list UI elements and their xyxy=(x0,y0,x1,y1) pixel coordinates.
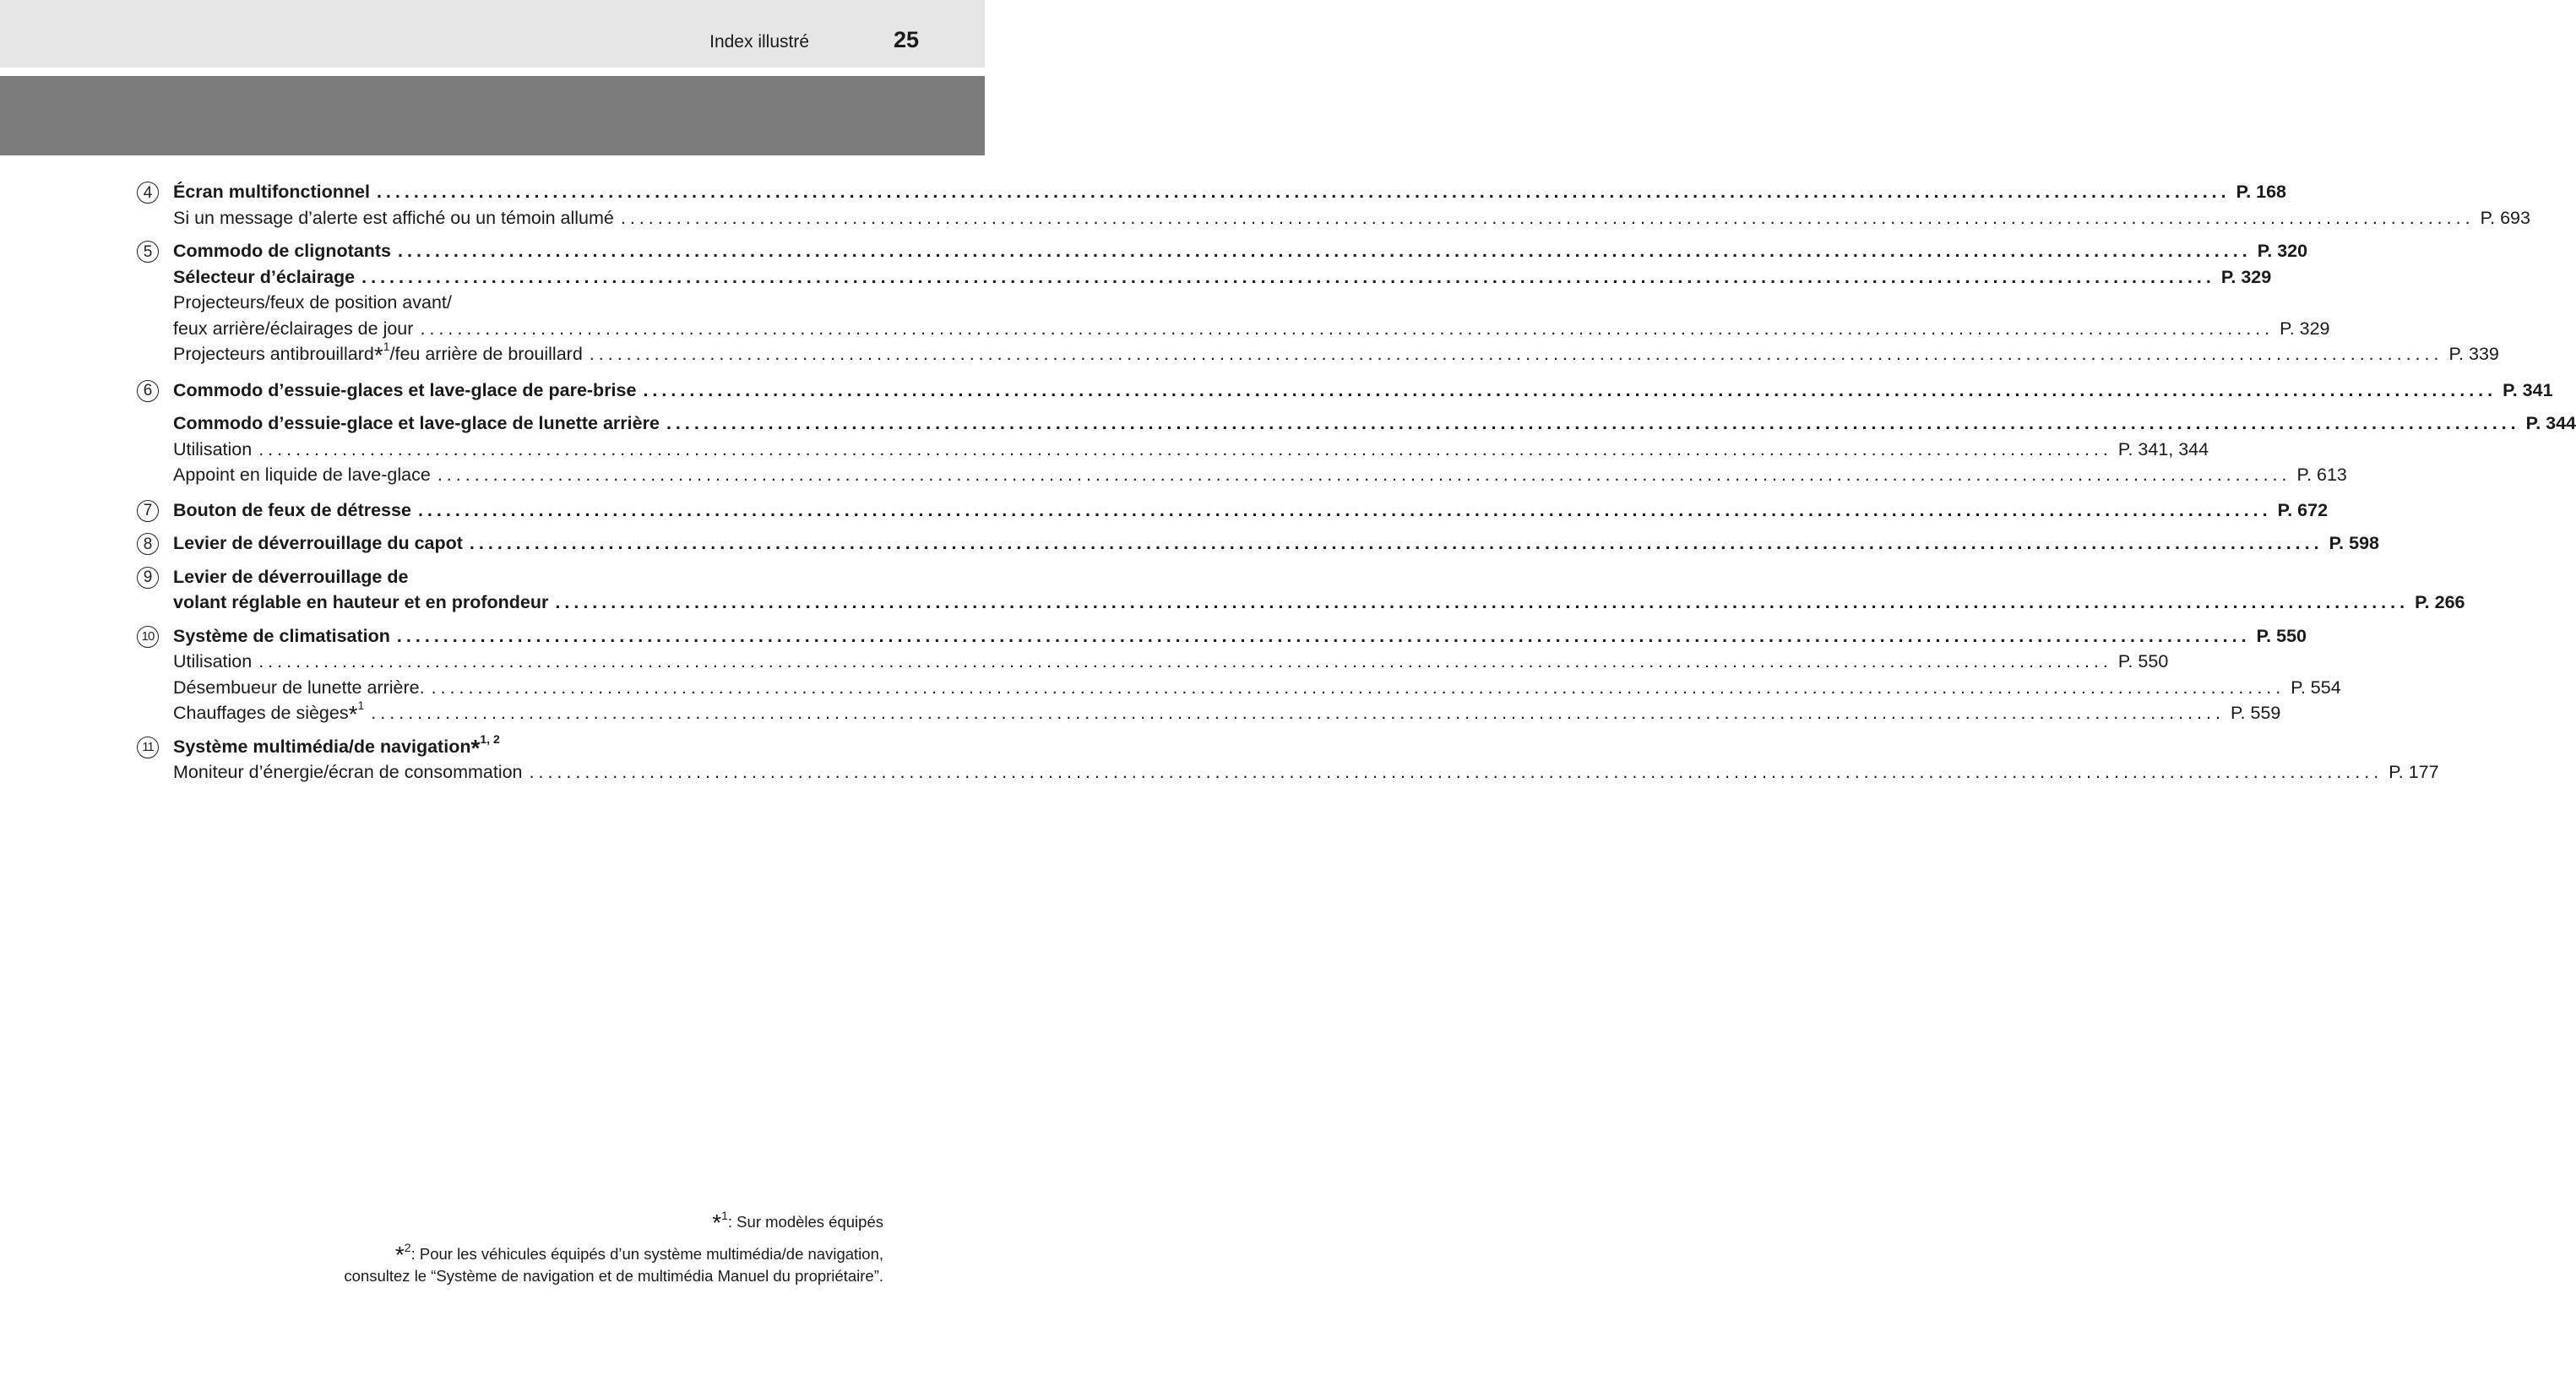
page-reference[interactable]: P. 341, 344 xyxy=(2117,438,2209,459)
dot-leader: ........................................................................................................................................................................................................ xyxy=(431,677,2285,698)
entry-label xyxy=(173,530,463,557)
entry-label xyxy=(173,623,390,650)
page-number: 25 xyxy=(893,27,919,52)
index-entry xyxy=(173,340,2499,368)
footnote-ref: 1, 2 xyxy=(480,731,500,746)
entry-text: Levier de déverrouillage de xyxy=(173,566,409,587)
dot-leader: ........................................................................................................................................................................................................ xyxy=(376,182,2231,202)
callout-number: 6 xyxy=(137,380,159,402)
entry-text: Commodo d’essuie-glace et lave-glace de lunette arrière xyxy=(173,413,660,433)
entry-text: Commodo d’essuie-glaces et lave-glace de pare-brise xyxy=(173,379,637,400)
page-reference[interactable]: P. 177 xyxy=(2389,762,2439,782)
callout-number: 10 xyxy=(137,626,159,648)
page-reference[interactable]: P. 341 xyxy=(2503,379,2553,400)
page-reference[interactable]: P. 344 xyxy=(2525,413,2576,433)
index-group-8 xyxy=(137,530,2379,557)
index-entry xyxy=(173,316,2330,342)
index-entry xyxy=(173,437,2209,463)
page-reference[interactable]: P. 598 xyxy=(2329,533,2379,553)
entry-text: Projecteurs antibrouillard xyxy=(173,344,374,364)
entry-label xyxy=(173,700,364,726)
entry-text: Utilisation xyxy=(173,438,253,459)
dot-leader: ........................................................................................................................................................................................................ xyxy=(258,651,2112,671)
footnote-2 xyxy=(242,1241,883,1268)
dot-leader: ........................................................................................................................................................................................................ xyxy=(589,344,2443,364)
page-reference[interactable]: P. 554 xyxy=(2291,677,2341,698)
entry-label xyxy=(173,675,425,701)
dot-leader: ........................................................................................................................................................................................................ xyxy=(398,241,2252,261)
index-entry xyxy=(173,564,846,590)
index-entry xyxy=(173,462,2347,488)
dot-leader: ........................................................................................................................................................................................................ xyxy=(666,413,2520,433)
entry-text: Écran multifonctionnel xyxy=(173,182,370,202)
entry-label xyxy=(173,590,548,616)
entry-label xyxy=(173,649,252,675)
page-reference[interactable]: P. 329 xyxy=(2280,318,2330,339)
callout-number: 7 xyxy=(137,500,159,522)
footnote-1 xyxy=(242,1209,883,1236)
dot-leader: ........................................................................................................................................................................................................ xyxy=(643,379,2497,400)
callout-number: 11 xyxy=(137,737,159,758)
footnotes xyxy=(242,1211,883,1287)
page-reference[interactable]: P. 168 xyxy=(2236,182,2287,202)
entry-text-continued: /feu arrière de brouillard xyxy=(389,344,583,364)
entry-text: volant réglable en hauteur et en profondeur xyxy=(173,592,549,612)
page-reference[interactable]: P. 266 xyxy=(2415,592,2465,612)
footnote-text: : Sur modèles équipés xyxy=(727,1213,883,1231)
index-entry xyxy=(173,378,2553,404)
gray-banner xyxy=(0,76,985,155)
index-entry xyxy=(173,623,2307,650)
entry-label xyxy=(173,437,252,463)
footnote-ref: 1 xyxy=(383,340,390,353)
footnote-mark: 2 xyxy=(404,1241,411,1254)
callout-number: 4 xyxy=(137,182,159,204)
index-entry xyxy=(173,205,2530,231)
page-reference[interactable]: P. 339 xyxy=(2448,344,2499,364)
page-reference[interactable]: P. 550 xyxy=(2117,651,2169,671)
footnote-star: * xyxy=(470,734,481,761)
entry-label xyxy=(173,341,583,367)
footnote-text: : Pour les véhicules équipés d’un système multimédia/de navigation, xyxy=(410,1245,883,1263)
entry-text: Levier de déverrouillage du capot xyxy=(173,533,463,553)
entry-label xyxy=(173,410,660,437)
entry-text: Moniteur d’énergie/écran de consommation xyxy=(173,762,523,782)
dot-leader: ........................................................................................................................................................................................................ xyxy=(371,703,2225,723)
entry-label xyxy=(173,462,431,488)
entry-label xyxy=(173,264,355,291)
dot-leader: ........................................................................................................................................................................................................ xyxy=(417,499,2272,520)
index-entry xyxy=(173,675,2341,701)
entry-label xyxy=(173,759,523,785)
dot-leader: ........................................................................................................................................................................................................ xyxy=(555,592,2410,612)
dot-leader: ........................................................................................................................................................................................................ xyxy=(396,625,2251,646)
entry-label xyxy=(173,316,413,342)
entry-label xyxy=(173,378,636,404)
page-reference[interactable]: P. 613 xyxy=(2296,465,2347,485)
footnote-mark: 1 xyxy=(721,1209,728,1222)
index-entry xyxy=(173,264,2272,291)
entry-text: feux arrière/éclairages de jour xyxy=(173,318,414,339)
index-entry xyxy=(173,290,846,316)
index-entry xyxy=(173,238,2308,264)
header-divider xyxy=(0,68,985,76)
entry-text: Projecteurs/feux de position avant/ xyxy=(173,292,452,313)
index-entry xyxy=(173,649,2169,675)
index-entry xyxy=(173,731,846,761)
index-group-5 xyxy=(137,238,2499,368)
index-group-10 xyxy=(137,623,2341,727)
dot-leader: ........................................................................................................................................................................................................ xyxy=(258,438,2112,459)
index-entry xyxy=(173,179,2287,205)
footnote-2-continued: consultez le “Système de navigation et de multimédia Manuel du propriétaire”. xyxy=(344,1267,883,1285)
header-band xyxy=(0,0,985,68)
entry-label xyxy=(173,564,408,590)
entry-text: Désembueur de lunette arrière. xyxy=(173,677,425,698)
dot-leader: ........................................................................................................................................................................................................ xyxy=(469,533,2323,553)
footnote-star: * xyxy=(373,342,383,368)
index-group-7 xyxy=(137,497,2329,524)
section-title: Index illustré xyxy=(709,32,809,52)
index-entry xyxy=(173,530,2379,557)
footnote-star: * xyxy=(712,1209,722,1236)
index-group-6 xyxy=(137,378,2576,488)
index-entry xyxy=(173,590,2465,616)
entry-label xyxy=(173,497,411,524)
entry-text: Système multimédia/de navigation xyxy=(173,736,471,757)
entry-text: Bouton de feux de détresse xyxy=(173,499,411,520)
entry-text: Système de climatisation xyxy=(173,625,390,646)
page-reference[interactable]: P. 672 xyxy=(2277,499,2329,520)
page-reference[interactable]: P. 559 xyxy=(2230,703,2281,723)
dot-leader: ........................................................................................................................................................................................................ xyxy=(437,465,2291,485)
footnote-star: * xyxy=(394,1242,405,1268)
footnote-star: * xyxy=(348,701,358,727)
index-group-9 xyxy=(137,564,2465,616)
entry-label xyxy=(173,179,370,205)
dot-leader: ........................................................................................................................................................................................................ xyxy=(361,266,2215,287)
footnote-ref: 1 xyxy=(357,698,365,712)
entry-text: Commodo de clignotants xyxy=(173,241,391,261)
entry-label xyxy=(173,731,500,761)
index-entry xyxy=(173,759,2439,785)
index-entry xyxy=(173,698,2281,727)
index-entry xyxy=(173,497,2329,524)
dot-leader: ........................................................................................................................................................................................................ xyxy=(420,318,2274,339)
page-reference[interactable]: P. 329 xyxy=(2220,266,2272,287)
callout-number: 9 xyxy=(137,567,159,589)
entry-text: Utilisation xyxy=(173,651,253,671)
index-group-11 xyxy=(137,731,2439,785)
entry-text: Chauffages de sièges xyxy=(173,703,349,723)
page-reference[interactable]: P. 320 xyxy=(2257,241,2308,261)
dot-leader: ........................................................................................................................................................................................................ xyxy=(620,207,2475,228)
page-reference[interactable]: P. 550 xyxy=(2256,625,2307,646)
index-group-4 xyxy=(137,179,2530,231)
entry-text: Sélecteur d’éclairage xyxy=(173,266,356,287)
page-reference[interactable]: P. 693 xyxy=(2480,207,2530,228)
callout-number: 8 xyxy=(137,533,159,555)
entry-text: Si un message d’alerte est affiché ou un témoin allumé xyxy=(173,207,614,228)
entry-label xyxy=(173,290,452,316)
dot-leader: ........................................................................................................................................................................................................ xyxy=(529,762,2383,782)
entry-text: Appoint en liquide de lave-glace xyxy=(173,465,431,485)
index-entry xyxy=(173,410,2576,437)
callout-number: 5 xyxy=(137,241,159,263)
entry-label xyxy=(173,238,391,264)
entry-label xyxy=(173,205,614,231)
index-list xyxy=(137,171,2576,785)
